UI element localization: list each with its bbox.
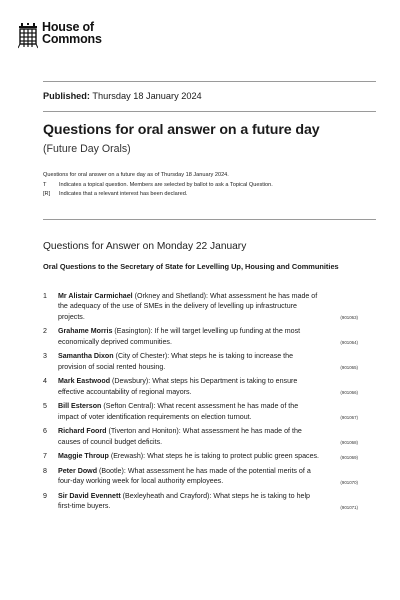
divider-intro	[43, 219, 376, 220]
constituency: (Bootle):	[99, 467, 126, 475]
question-body	[58, 426, 358, 447]
question-text: What assessment he has made of the causes of council budget deficits.	[58, 427, 302, 446]
intro-block	[43, 171, 273, 200]
published-line	[43, 91, 202, 101]
question-ref: (901070)	[340, 479, 358, 485]
constituency: (Sefton Central):	[103, 402, 156, 411]
question-text: What steps he is taking to protect public green spaces.	[147, 452, 320, 461]
question-text: What steps he is taking to increase the provision of social rented housing.	[58, 352, 294, 371]
constituency: (Easington):	[114, 327, 153, 336]
member-name: Peter Dowd	[58, 467, 98, 475]
section-heading: Questions for Answer on Monday 22 January	[43, 241, 247, 252]
question-item	[43, 426, 358, 447]
member-name: Bill Esterson	[58, 402, 102, 411]
member-name: Sir David Evennett	[58, 492, 121, 500]
member-name: Mark Eastwood	[58, 377, 111, 386]
question-item	[43, 466, 358, 487]
question-text: What steps he is taking to help first-time buyers.	[58, 492, 310, 511]
divider-top	[43, 81, 376, 82]
question-body	[58, 401, 358, 422]
house-of-commons-logo	[18, 22, 102, 49]
question-item	[43, 401, 358, 422]
department-heading: Oral Questions to the Secretary of State for Levelling Up, Housing and Communities	[43, 262, 339, 271]
question-text: What recent assessment he has made of the impact of voter identification requirements on election turnout.	[58, 402, 299, 421]
question-number: 5	[43, 402, 47, 411]
logo-line-1: House of	[42, 20, 94, 34]
question-text: What assessment he has made of the adequacy of the use of SMEs in the delivery of levelling up infrastructure projects.	[58, 292, 318, 321]
question-body	[58, 326, 358, 347]
question-body	[58, 376, 358, 397]
key-symbol: [R]	[43, 191, 51, 197]
portcullis-icon	[18, 23, 38, 49]
constituency: (Dewsbury):	[112, 377, 151, 386]
question-number: 1	[43, 292, 47, 300]
question-number: 8	[43, 467, 47, 475]
constituency: (City of Chester):	[115, 352, 170, 361]
published-date: Thursday 18 January 2024	[92, 91, 202, 101]
question-body	[58, 491, 358, 512]
page-subtitle: (Future Day Orals)	[43, 143, 131, 155]
intro-text: Questions for oral answer on a future day as of Thursday 18 January 2024.	[43, 172, 229, 178]
question-number: 6	[43, 427, 47, 436]
question-body	[58, 451, 358, 461]
key-item-topical	[43, 181, 273, 191]
divider-published	[43, 111, 376, 112]
member-name: Mr Alistair Carmichael	[58, 292, 133, 300]
member-name: Maggie Throup	[58, 452, 109, 461]
logo-line-2: Commons	[42, 31, 102, 46]
question-ref: (901066)	[340, 390, 358, 396]
member-name: Richard Foord	[58, 427, 107, 436]
key-text: Indicates a topical question. Members are selected by ballot to ask a Topical Question.	[59, 181, 273, 188]
question-body	[58, 351, 358, 372]
questions-list	[43, 291, 358, 516]
question-text: If he will target levelling up funding at the most economically deprived communities.	[58, 327, 301, 346]
key-symbol: T	[43, 181, 47, 188]
question-text: What assessment he has made of the potential merits of a four-day working week for local authority employees.	[58, 467, 311, 486]
question-number: 4	[43, 377, 47, 386]
key-item-interest	[43, 190, 273, 200]
question-ref: (901063)	[340, 315, 358, 321]
key-text: Indicates that a relevant interest has been declared.	[59, 191, 188, 197]
member-name: Grahame Morris	[58, 327, 113, 336]
question-item	[43, 491, 358, 512]
question-body	[58, 291, 358, 322]
question-ref: (901068)	[340, 440, 358, 446]
question-body	[58, 466, 358, 487]
question-text: What steps his Department is taking to ensure effective accountability of regional mayors.	[58, 377, 298, 396]
constituency: (Erewash):	[110, 452, 146, 461]
question-item	[43, 326, 358, 347]
question-ref: (901064)	[340, 340, 358, 346]
question-item	[43, 291, 358, 322]
question-ref: (901067)	[340, 415, 358, 421]
question-number: 3	[43, 352, 47, 361]
question-ref: (901065)	[340, 365, 358, 371]
page-title: Questions for oral answer on a future day	[43, 122, 320, 138]
constituency: (Orkney and Shetland):	[134, 292, 208, 300]
question-number: 9	[43, 492, 47, 500]
question-item	[43, 351, 358, 372]
question-ref: (901071)	[340, 504, 358, 510]
question-ref: (901069)	[340, 454, 358, 460]
question-number: 2	[43, 327, 47, 336]
logo-wordmark	[42, 22, 102, 45]
question-item	[43, 451, 358, 461]
question-number: 7	[43, 452, 47, 461]
constituency: (Bexleyheath and Crayford):	[122, 492, 212, 500]
question-item	[43, 376, 358, 397]
member-name: Samantha Dixon	[58, 352, 114, 361]
published-label: Published:	[43, 91, 90, 101]
constituency: (Tiverton and Honiton):	[108, 427, 181, 436]
